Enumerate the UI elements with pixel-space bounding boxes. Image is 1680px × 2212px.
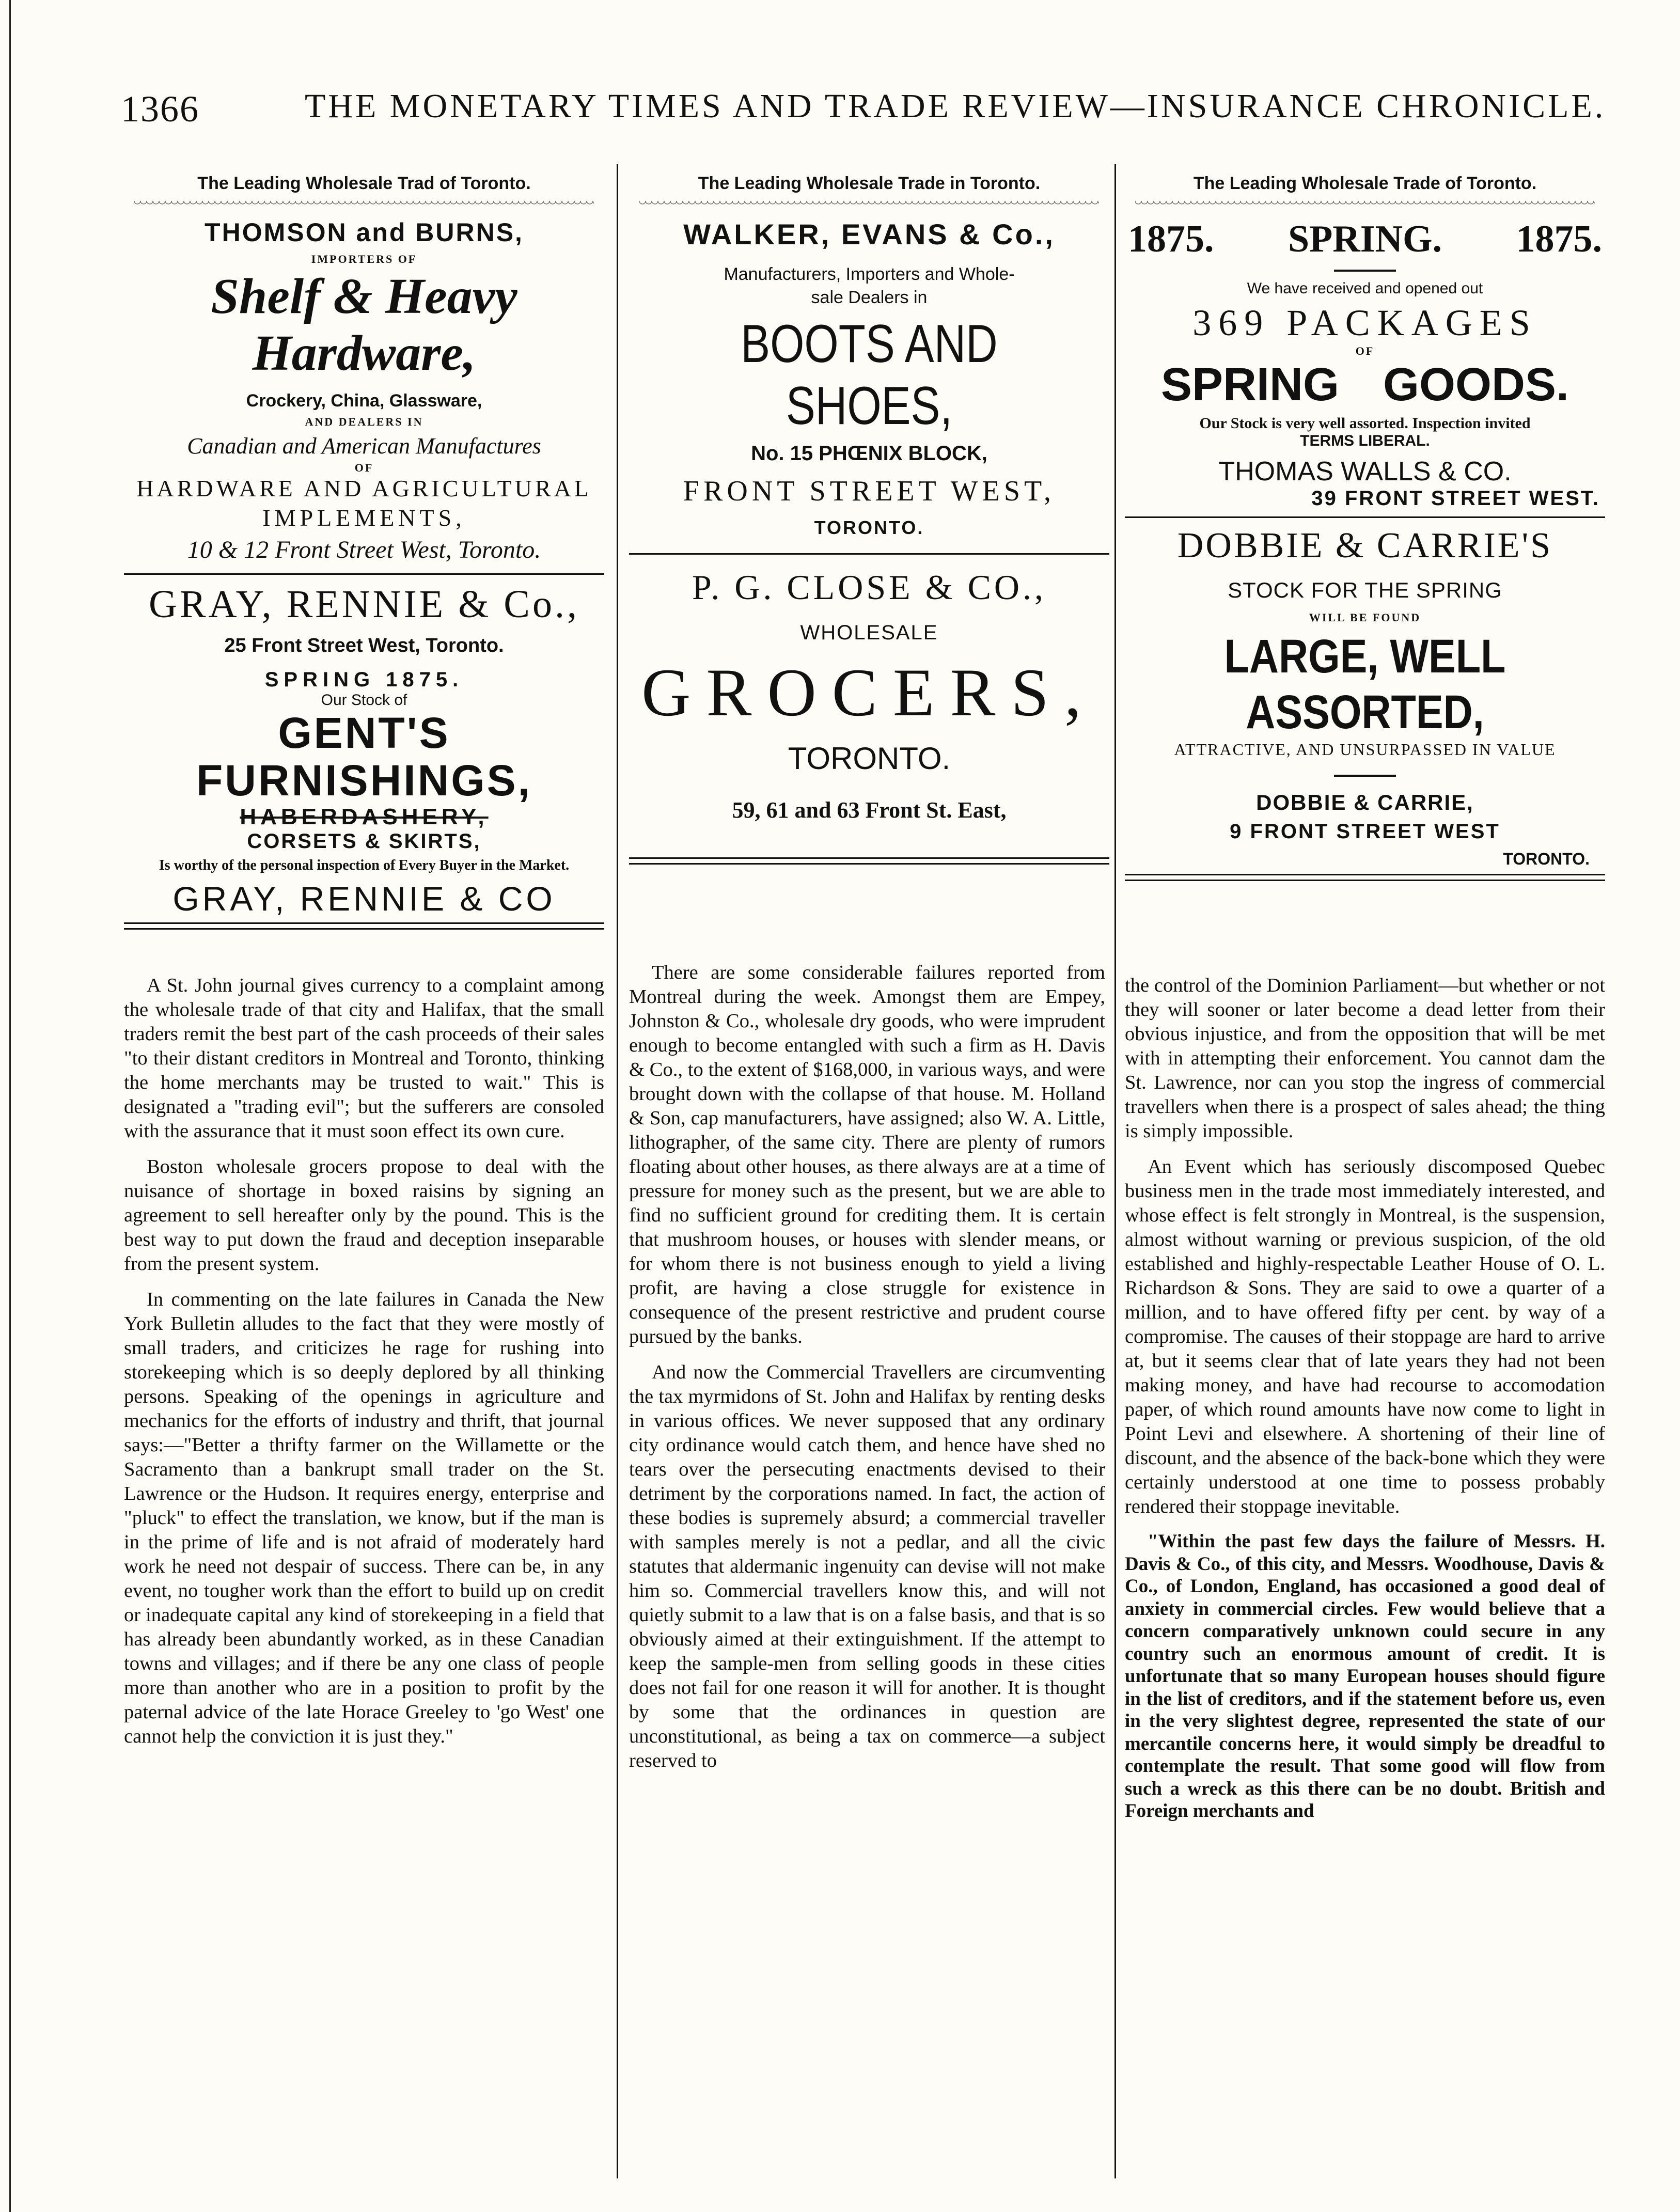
article-paragraph: "Within the past few days the failure of Messrs. H. Davis & Co., of this city, and Messrs. Woodhouse, Davis & Co., of London, England, has occasioned a good deal of anxiety in commercial circles. Few would believe that a concern comparatively unknown could secure in any country such an enormous amount of credit. It is unfortunate that so many European houses should figure in the list of creditors, and if the statement before us, even in the very slightest degree, represented the state of our mercantile concerns here, it would simply be dreadful to contemplate the result. That some good will flow from such a wreck as this there can be no doubt. British and Foreign merchants and	[1125, 1531, 1605, 1822]
divider	[1125, 874, 1605, 881]
ad-city: TORONTO.	[814, 517, 924, 538]
ad-year: 1875.	[1516, 218, 1602, 260]
ad-firm-name: GRAY, RENNIE & Co.,	[149, 583, 579, 626]
ornamental-rule	[134, 201, 594, 207]
ads-column-3	[1125, 164, 1605, 885]
ad-product: GROCERS,	[641, 654, 1097, 730]
article-paragraph: A St. John journal gives currency to a complaint among the wholesale trade of that city and Halifax, that the small traders remit the best part of the cash proceeds of their sales "to their distant creditors in Montreal and Toronto, thinking the home merchants may be trusted to wait." This is designated a "trading evil"; but the sufferers are consoled with the assurance that it must soon effect its own cure.	[124, 975, 604, 1142]
ad-line: HABERDASHERY,	[240, 804, 489, 829]
article-column-2	[629, 961, 1105, 1784]
running-head: THE MONETARY TIMES AND TRADE REVIEW—INSURANCE CHRONICLE.	[305, 87, 1606, 125]
ad-product: Shelf & Heavy Hardware,	[211, 269, 517, 381]
ad-line: STOCK FOR THE SPRING	[1228, 578, 1502, 602]
ad-address: 10 & 12 Front Street West, Toronto.	[187, 536, 541, 563]
ad-product: SPRING GOODS.	[1160, 359, 1569, 411]
ad-firm-name: DOBBIE & CARRIE,	[1256, 790, 1474, 814]
article-paragraph: And now the Commercial Travellers are circumventing the tax myrmidons of St. John and Halifax by renting desks in various offices. We never supposed that any ordinary city ordinance would catch them, and hence have shed no tears over the persecuting enactments devised to their detriment by the corporations named. In fact, the action of these bodies is supremely absurd; a commercial traveller with samples merely is not a pedlar, and all the civic statutes that aldermanic ingenuity can devise will not make him so. Commercial travellers know this, and will not quietly submit to a law that is on a false basis, and that is so obviously aimed at their extinguishment. If the attempt to keep the sample-men from selling goods in these cities does not fail for one reason it will for another. It is thought by some that the ordinances in question are unconstitutional, as being a tax on commerce—a subject reserved to	[629, 1361, 1105, 1771]
article-column-1	[124, 974, 604, 1760]
ad-line: FRONT STREET WEST,	[683, 475, 1056, 507]
divider	[629, 553, 1109, 555]
short-rule	[1334, 775, 1396, 777]
ornamental-rule	[639, 201, 1099, 207]
ad-address: 25 Front Street West, Toronto.	[224, 635, 504, 656]
article-paragraph: In commenting on the late failures in Canada the New York Bulletin alludes to the fact that they were mostly of small traders, and criticizes he rage for rushing into storekeeping which is so deeply deplored by all thinking persons. Speaking of the openings in agriculture and mechanics for the efforts of industry and thrift, that journal says:—"Better a thrifty farmer on the Willamette or the Sacramento than a bankrupt small trader on the St. Lawrence or the Hudson. It requires energy, enterprise and "pluck" to effect the translation, we know, but if the man is in the prime of life and is not afraid of moderately hard work he need not despair of success. There can be, in any event, no tougher work than the effort to build up on credit or inadequate capital any kind of storekeeping in a field that has already been abundantly worked, as in these Canadian towns and villages; and if there be any one class of people more than another who are in a position to profit by the paternal advice of the late Horace Greeley to 'go West' one cannot help the conviction it is just they."	[124, 1289, 604, 1747]
ads-column-2	[629, 164, 1109, 869]
ornamental-rule	[1135, 201, 1595, 207]
ad-heading	[1125, 217, 1605, 261]
ad-season: SPRING.	[1288, 218, 1442, 260]
divider	[629, 857, 1109, 865]
ad-line: WHOLESALE	[800, 621, 938, 644]
ad-line: No. 15 PHŒNIX BLOCK,	[751, 442, 987, 465]
ad-address: 59, 61 and 63 Front St. East,	[732, 797, 1007, 823]
ad-line: ATTRACTIVE, AND UNSURPASSED IN VALUE	[1174, 740, 1556, 759]
ad-address: 39 FRONT STREET WEST.	[1311, 487, 1600, 510]
ad-pg-close	[629, 567, 1109, 823]
ad-subline: IMPORTERS OF	[311, 253, 417, 265]
ad-firm-name: THOMSON and BURNS,	[205, 218, 524, 247]
ad-line: HARDWARE AND AGRICULTURAL	[136, 475, 592, 501]
ad-product: LARGE, WELL ASSORTED,	[1224, 630, 1506, 739]
ad-packages: 369 PACKAGES	[1192, 302, 1537, 343]
article-paragraph: the control of the Dominion Parliament—but whether or not they will sooner or later become a dead letter from their obvious injustice, and from the opposition that will be met with in attempting their enforcement. You cannot dam the St. Lawrence, nor can you stop the ingress of commercial travellers when there is a prospect of sales ahead; the thing is simply impossible.	[1125, 975, 1605, 1142]
article-paragraph: Boston wholesale grocers propose to deal with the nuisance of shortage in boxed raisins by signing an agreement to sell hereafter only by the pound. This is the best way to put down the fraud and deception inseparable from the present system.	[124, 1156, 604, 1275]
short-rule	[1334, 270, 1396, 272]
column-rule	[617, 164, 618, 2178]
ad-thomson-burns	[124, 217, 604, 564]
ad-line: Our Stock is very well assorted. Inspection invited	[1199, 415, 1531, 432]
ad-line: CORSETS & SKIRTS,	[247, 830, 481, 853]
ads-column-1	[124, 164, 604, 934]
ad-line: TERMS LIBERAL.	[1300, 432, 1430, 449]
section-heading: The Leading Wholesale Trad of Toronto.	[197, 174, 531, 193]
binding-edge	[9, 0, 11, 2212]
divider	[124, 922, 604, 930]
divider	[1125, 516, 1605, 518]
section-heading: The Leading Wholesale Trade of Toronto.	[1193, 174, 1537, 193]
ad-subline: OF	[354, 461, 374, 474]
ad-line: We have received and opened out	[1247, 280, 1483, 297]
ad-product: BOOTS AND SHOES,	[741, 314, 998, 436]
ad-firm-name: THOMAS WALLS & CO.	[1218, 457, 1512, 487]
ad-line: Our Stock of	[321, 692, 407, 709]
ad-line: sale Dealers in	[811, 288, 928, 307]
article-paragraph: An Event which has seriously discomposed Quebec business men in the trade most immediately interested, and whose effect is felt strongly in Montreal, is the suspension, almost without warning or previous suspicion, of the old established and highly-respectable Leather House of O. L. Richardson & Sons. They are said to owe a quarter of a million, and to have offered fifty per cent. by way of a compromise. The causes of their stoppage are hard to arrive at, but it seems clear that of late years they had not been making money, and have had recourse to accomodation paper, of which round amounts have now come to light in Point Levi and elsewhere. A shortening of their line of discount, and the absence of the back-bone which they were certainly understood at one time to possess probably rendered their stoppage inevitable.	[1125, 1156, 1605, 1517]
ad-subline: WILL BE FOUND	[1309, 611, 1421, 624]
ad-firm-name: P. G. CLOSE & CO.,	[692, 568, 1047, 607]
ad-city: TORONTO.	[1503, 850, 1590, 868]
ad-year: 1875.	[1128, 218, 1214, 260]
ad-thomas-walls	[1125, 217, 1605, 510]
ad-address: 9 FRONT STREET WEST	[1230, 820, 1500, 843]
ad-line: Manufacturers, Importers and Whole-	[724, 264, 1015, 284]
ad-line: Canadian and American Manufactures	[187, 433, 541, 459]
divider	[124, 573, 604, 575]
ad-product: GENT'S FURNISHINGS,	[196, 709, 532, 805]
ad-dobbie-carrie	[1125, 525, 1605, 869]
ad-line: IMPLEMENTS,	[262, 505, 466, 531]
section-heading: The Leading Wholesale Trade in Toronto.	[698, 174, 1041, 193]
ad-line: Crockery, China, Glassware,	[246, 391, 482, 411]
column-rule	[1114, 164, 1116, 2178]
ad-subline: AND DEALERS IN	[305, 415, 423, 428]
ad-season: SPRING 1875.	[264, 668, 464, 691]
ad-firm-name: DOBBIE & CARRIE'S	[1177, 526, 1553, 566]
article-paragraph: There are some considerable failures reported from Montreal during the week. Amongst them are Empey, Johnston & Co., wholesale dry goods, who were imprudent enough to become entangled with such a firm as H. Davis & Co., to the extent of $168,000, in various ways, and were brought down with the collapse of that house. M. Holland & Son, cap manufacturers, have assigned; also W. A. Little, lithographer, of the same city. There are plenty of rumors floating about other houses, as there always are at a time of pressure for money such as the present, but we are able to find no sufficient ground for crediting them. It is certain that mushroom houses, or houses with slender means, or for whom there is not business enough to yield a living profit, are having a close struggle for existence in consequence of the present restrictive and prudent course pursued by the banks.	[629, 962, 1105, 1347]
page-number: 1366	[121, 88, 199, 130]
ad-gray-rennie	[124, 582, 604, 918]
article-column-3	[1125, 974, 1605, 1834]
ad-firm-name: WALKER, EVANS & Co.,	[683, 218, 1055, 250]
ad-subline: OF	[1355, 344, 1375, 357]
ad-line: Is worthy of the personal inspection of Every Buyer in the Market.	[159, 857, 570, 873]
ad-city: TORONTO.	[788, 741, 951, 776]
ad-footer: GRAY, RENNIE & CO	[172, 880, 556, 918]
ad-walker-evans	[629, 217, 1109, 539]
